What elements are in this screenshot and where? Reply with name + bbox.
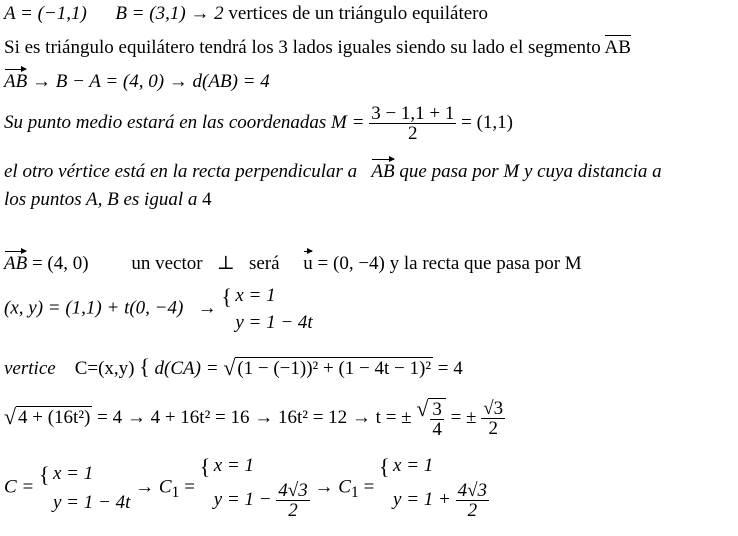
midpoint-result: = (1,1) (461, 111, 513, 133)
final-eq-2: = (358, 476, 375, 498)
distance-root (223, 357, 433, 378)
system-brace: { (221, 284, 232, 309)
line-parametric (4, 286, 313, 332)
root-sign: √ (223, 355, 236, 380)
distance-ca: d(CA) = (154, 358, 219, 379)
solve-result-num: √3 (483, 398, 504, 419)
point-a: A = (−1,1) (4, 3, 87, 24)
parametric-arrow: → (197, 297, 217, 319)
final-c1-system (200, 456, 310, 520)
midpoint-fraction (369, 104, 456, 143)
vector-u: u (303, 253, 313, 274)
solve-radicand: 4 + (16t²) (18, 406, 91, 428)
final-c-system (39, 464, 130, 512)
final-c2-fraction (456, 481, 489, 520)
vertex-brace: { (139, 354, 150, 379)
vector-ab-value: = (4, 0) (31, 253, 89, 274)
vector-ab-2: AB (371, 161, 395, 182)
vector-ab: AB (4, 71, 28, 92)
parametric-lhs: (x, y) = (1,1) + t(0, −4) (4, 297, 184, 319)
final-c1-brace: { (199, 454, 211, 479)
line-equilateral (4, 38, 631, 57)
vector-ab-expr: → B − A = (4, 0) → d(AB) = 4 (31, 71, 270, 92)
vector-u-value: = (0, −4) (317, 253, 385, 274)
line-vector-ab (4, 72, 270, 91)
final-c2-row-x: x = 1 (393, 455, 434, 476)
midpoint-lhs: M = (331, 111, 365, 133)
other-vertex-text-b: que pasa por M y cuya distancia a (399, 161, 662, 182)
solve-chain: = 4 → 4 + 16t² = 16 → 16t² = 12 → t = ± (97, 406, 412, 428)
system-row-x: x = 1 (235, 285, 276, 306)
final-c-row-x: x = 1 (53, 463, 94, 484)
equilateral-text: Si es triángulo equilátero tendrá los 3 lados iguales siendo su lado el segmento (4, 37, 601, 58)
solve-result-fraction (481, 399, 505, 438)
final-c2-den: 2 (467, 500, 478, 521)
line-other-vertex (4, 162, 662, 181)
line-distance (4, 190, 212, 209)
midpoint-denominator: 2 (408, 123, 418, 144)
final-c1-row-y (214, 481, 310, 520)
line-solve-t (4, 398, 505, 439)
final-c1-row-x: x = 1 (213, 455, 254, 476)
final-arrow-1: → C (135, 476, 172, 498)
distance-text: los puntos A, B es igual a (4, 189, 198, 210)
solve-result-den: 2 (488, 418, 498, 439)
perp-text-3: y la recta que pasa por M (389, 253, 582, 274)
point-b: B = (3,1) → 2 (115, 3, 224, 24)
midpoint-text: Su punto medio estará en las coordenadas (4, 111, 327, 133)
parametric-system (221, 286, 312, 332)
line-vertex-distance (4, 356, 463, 378)
final-c1-fraction (276, 481, 309, 520)
line-midpoint (4, 104, 513, 143)
solve-fraction-den: 4 (432, 419, 442, 440)
final-eq-1: = (179, 476, 195, 498)
vertex-c: C=(x,y) (74, 358, 135, 379)
distance-value: 4 (202, 189, 212, 210)
segment-ab: AB (604, 37, 631, 58)
final-sub-2: 1 (350, 484, 359, 502)
fraction-root-sign: √ (416, 396, 429, 421)
midpoint-numerator: 3 − 1,1 + 1 (371, 103, 455, 124)
final-arrow-2: → C (314, 476, 351, 498)
solve-root-sign: √ (4, 403, 17, 429)
final-c2-row-y (393, 481, 489, 520)
solve-fraction (428, 398, 446, 439)
perpendicular-symbol: ⊥ (216, 252, 235, 274)
system-row-y: y = 1 − 4t (235, 312, 313, 333)
line-perp-vector (4, 254, 582, 273)
final-c1-y-lhs: y = 1 − (213, 488, 272, 510)
final-c2-y-lhs: y = 1 + (393, 488, 451, 510)
final-sub-1: 1 (171, 484, 180, 502)
perp-text-1: un vector (131, 253, 203, 274)
final-c-row-y: y = 1 − 4t (53, 492, 131, 513)
final-c1-den: 2 (288, 500, 298, 521)
final-c: C = (4, 476, 35, 498)
vertex-label: vertice (4, 358, 56, 379)
perp-text-2: será (248, 253, 280, 274)
line-vertices (4, 4, 488, 23)
distance-radicand: (1 − (−1))² + (1 − 4t − 1)² (237, 358, 432, 379)
solve-root (4, 403, 92, 429)
line-final-vertices (4, 456, 489, 520)
solve-pm: = ± (450, 406, 477, 428)
distance-result: = 4 (437, 358, 463, 379)
final-c2-system (379, 456, 489, 520)
other-vertex-text-a: el otro vértice está en la recta perpendicular a (4, 161, 358, 182)
final-c2-brace: { (379, 454, 390, 479)
vector-ab-3: AB (4, 253, 28, 274)
vertices-text: vertices de un triángulo equilátero (228, 3, 488, 24)
solve-fraction-root (416, 398, 446, 439)
final-c-brace: { (39, 462, 50, 487)
final-c2-num: 4√3 (457, 480, 488, 501)
solve-fraction-num: 3 (432, 399, 442, 420)
final-c1-num: 4√3 (278, 480, 308, 501)
